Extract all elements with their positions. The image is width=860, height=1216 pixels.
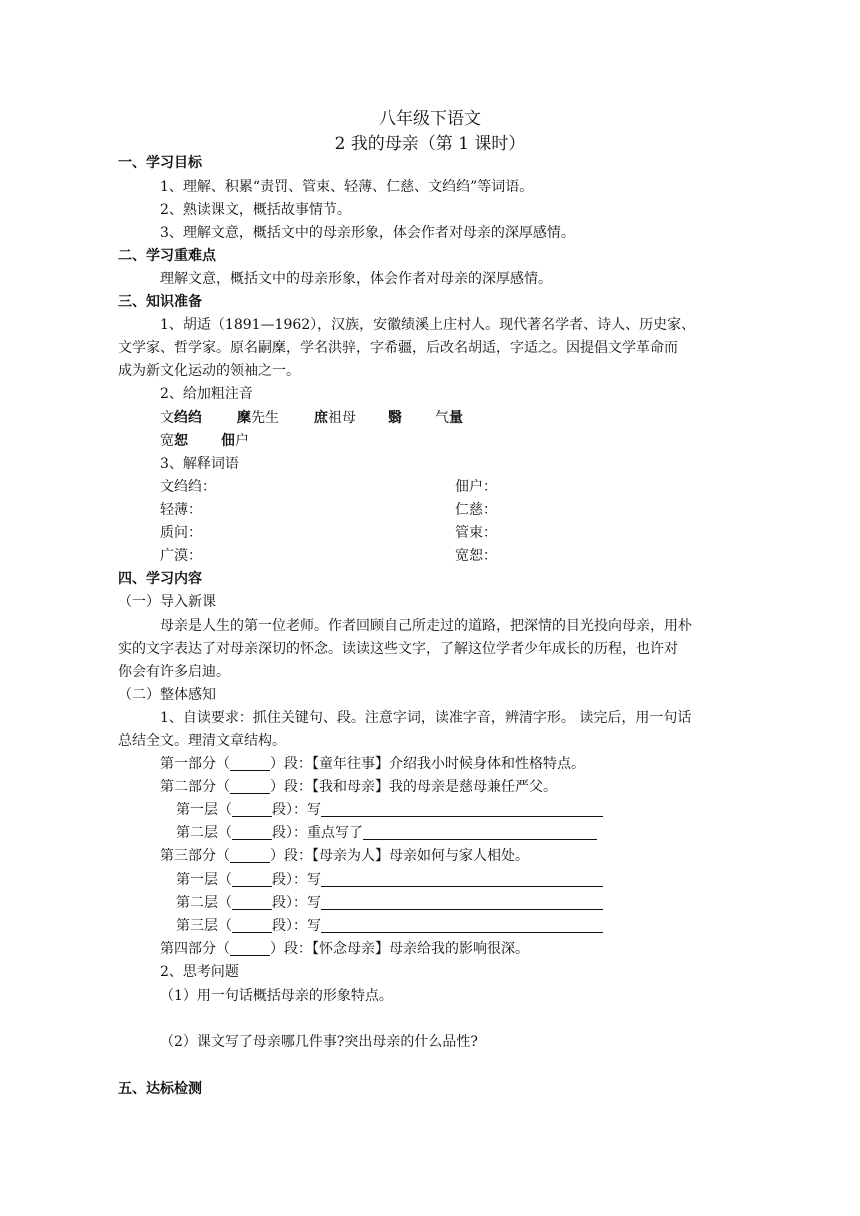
section-heading-key-points: 二、学习重难点 [118, 248, 216, 264]
pinyin-word: 气量 [435, 410, 463, 426]
section-heading-knowledge: 三、知识准备 [118, 294, 202, 310]
structure-part-2: 第二部分（ ）段：【我和母亲】我的母亲是慈母兼任严父。 [160, 779, 557, 795]
bio-paragraph-line: 1、胡适（1891—1962），汉族，安徽绩溪上庄村人。现代著名学者、诗人、历史家、 [160, 317, 696, 333]
subsection-intro-title: （一）导入新课 [118, 594, 216, 610]
vocab-term: 仁慈： [455, 502, 497, 518]
answer-line[interactable] [363, 825, 597, 840]
pinyin-word: 穈先生 [237, 410, 279, 426]
subsection-overview-title: （二）整体感知 [118, 687, 216, 703]
vocab-term: 管束： [455, 525, 497, 541]
answer-blank[interactable] [230, 848, 270, 863]
goal-item: 2、熟读课文，概括故事情节。 [160, 202, 351, 218]
vocab-term: 宽恕： [455, 548, 497, 564]
page-title: 八年级下语文 [379, 109, 481, 129]
answer-blank[interactable] [232, 825, 272, 840]
pinyin-word: 文绉绉 [160, 410, 202, 426]
structure-layer: 第三层（ 段）：写 [176, 916, 603, 936]
answer-blank[interactable] [232, 918, 272, 933]
reading-task-line: 1、自读要求：抓住关键句、段。注意字词，读准字音，辨清字形。 读完后，用一句话 [160, 710, 692, 726]
pinyin-word: 庶祖母 [314, 410, 356, 426]
question-2: （2）课文写了母亲哪几件事?突出母亲的什么品性? [160, 1034, 478, 1050]
vocab-term: 轻薄： [160, 502, 202, 518]
pinyin-task-title: 2、给加粗注音 [160, 386, 253, 402]
answer-line[interactable] [321, 918, 603, 933]
intro-paragraph-line: 你会有许多启迪。 [118, 664, 230, 680]
answer-blank[interactable] [230, 756, 270, 771]
structure-layer: 第一层（ 段）：写 [176, 870, 603, 890]
answer-blank[interactable] [232, 872, 272, 887]
think-task-title: 2、思考问题 [160, 964, 239, 980]
structure-part-1: 第一部分（ ）段：【童年往事】介绍我小时候身体和性格特点。 [160, 756, 585, 772]
goal-item: 3、理解文意，概括文中的母亲形象，体会作者对母亲的深厚感情。 [160, 225, 575, 241]
vocab-term: 佃户： [455, 479, 497, 495]
key-points-text: 理解文意，概括文中的母亲形象，体会作者对母亲的深厚感情。 [160, 271, 552, 287]
reading-task-line: 总结全文。理清文章结构。 [118, 733, 286, 749]
pinyin-word: 宽恕 [160, 433, 188, 449]
structure-layer: 第一层（ 段）：写 [176, 800, 603, 820]
structure-layer: 第二层（ 段）：写 [176, 893, 603, 913]
vocab-term: 广漠： [160, 548, 202, 564]
bio-paragraph-line: 文学家、哲学家。原名嗣穈，学名洪骍，字希疆，后改名胡适，字适之。因提倡文学革命而 [118, 340, 678, 356]
goal-item: 1、理解、积累“责罚、管束、轻薄、仁慈、文绉绉”等词语。 [160, 179, 534, 195]
question-1: （1）用一句话概括母亲的形象特点。 [160, 988, 393, 1004]
answer-blank[interactable] [232, 895, 272, 910]
answer-blank[interactable] [232, 802, 272, 817]
answer-blank[interactable] [230, 941, 270, 956]
structure-layer: 第二层（ 段）：重点写了 [176, 823, 597, 843]
answer-line[interactable] [321, 895, 603, 910]
vocab-task-title: 3、解释词语 [160, 456, 239, 472]
vocab-term: 质问： [160, 525, 202, 541]
pinyin-word: 佃户 [221, 433, 249, 449]
answer-line[interactable] [321, 872, 603, 887]
structure-part-3: 第三部分（ ）段：【母亲为人】母亲如何与家人相处。 [160, 848, 529, 864]
intro-paragraph-line: 母亲是人生的第一位老师。作者回顾自己所走过的道路，把深情的目光投向母亲，用朴 [160, 618, 692, 634]
section-heading-goals: 一、学习目标 [118, 155, 202, 171]
section-heading-assessment: 五、达标检测 [118, 1081, 202, 1097]
answer-blank[interactable] [230, 779, 270, 794]
answer-line[interactable] [321, 802, 603, 817]
vocab-term: 文绉绉： [160, 479, 216, 495]
pinyin-word: 翳 [388, 410, 402, 426]
structure-part-4: 第四部分（ ）段：【怀念母亲】母亲给我的影响很深。 [160, 941, 529, 957]
lesson-subtitle: 2 我的母亲（第 1 课时） [334, 134, 526, 154]
bio-paragraph-line: 成为新文化运动的领袖之一。 [118, 363, 300, 379]
section-heading-content: 四、学习内容 [118, 571, 202, 587]
intro-paragraph-line: 实的文字表达了对母亲深切的怀念。读读这些文字，了解这位学者少年成长的历程，也许对 [118, 641, 678, 657]
